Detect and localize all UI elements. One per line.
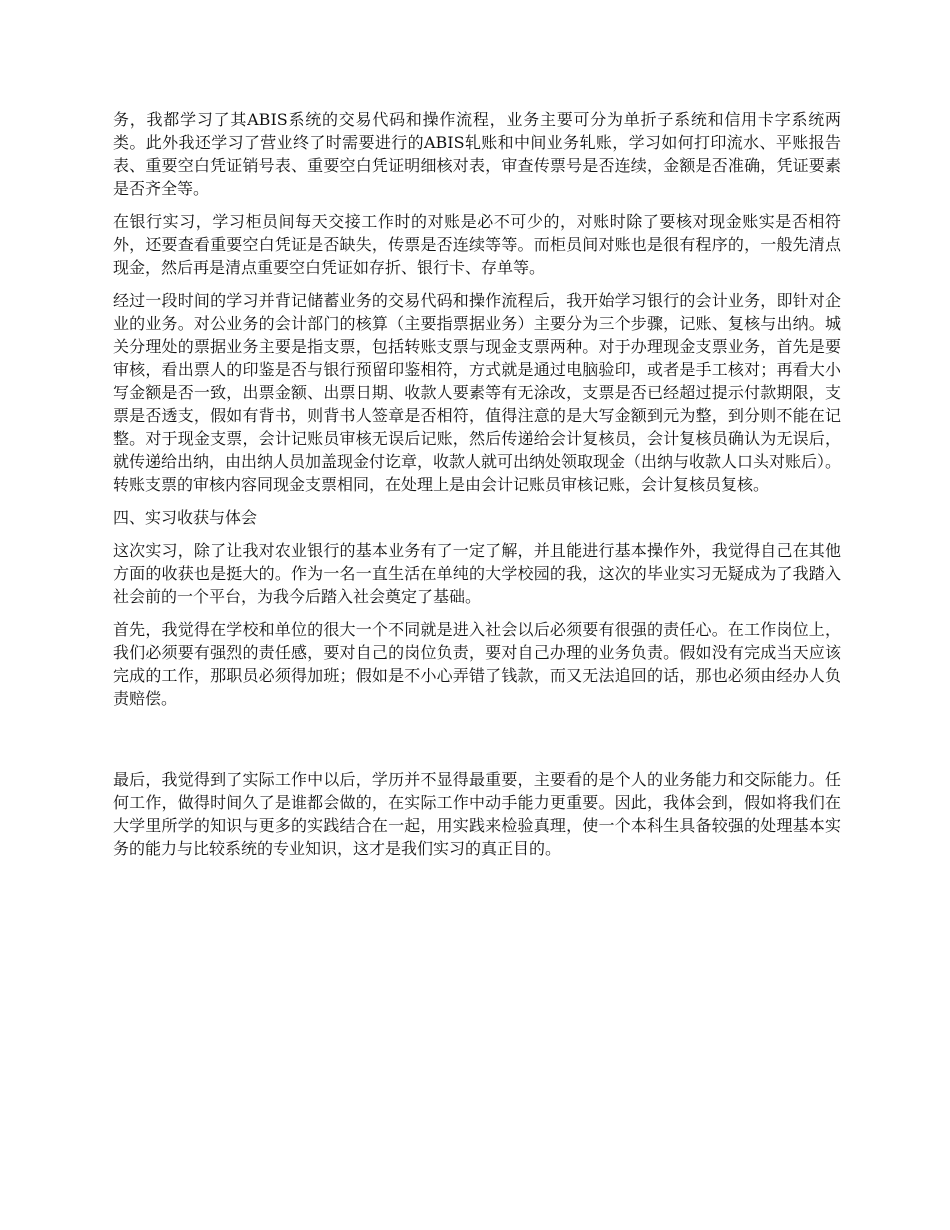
section-heading: 四、实习收获与体会: [113, 508, 258, 527]
paragraph-teller-reconciliation: 在银行实习，学习柜员间每天交接工作时的对账是必不可少的，对账时除了要核对现金账实是否相符外，还要查看重要空白凭证是否缺失，传票是否连续等等。而柜员间对账也是很有程序的，一般先清点现金，然后再是清点重要空白凭证如存折、银行卡、存单等。: [113, 212, 841, 277]
paragraph-conclusion: 最后，我觉得到了实际工作中以后，学历并不显得最重要，主要看的是个人的业务能力和交际能力。任何工作，做得时间久了是谁都会做的，在实际工作中动手能力更重要。因此，我体会到，假如将我们在大学里所学的知识与更多的实践结合在一起，用实践来检验真理，使一个本科生具备较强的处理基本实务的能力与比较系统的专业知识，这才是我们实习的真正目的。: [113, 770, 841, 858]
paragraph-internship-gains: 这次实习，除了让我对农业银行的基本业务有了一定了解，并且能进行基本操作外，我觉得自己在其他方面的收获也是挺大的。作为一名一直生活在单纯的大学校园的我，这次的毕业实习无疑成为了我踏入社会前的一个平台，为我今后踏入社会奠定了基础。: [113, 541, 841, 606]
paragraph-abis-learning: 务，我都学习了其ABIS系统的交易代码和操作流程，业务主要可分为单折子系统和信用卡字系统两类。此外我还学习了营业终了时需要进行的ABIS轧账和中间业务轧账，学习如何打印流水、平账报告表、重要空白凭证销号表、重要空白凭证明细核对表，审查传票号是否连续，金额是否准确，凭证要素是否齐全等。: [113, 110, 841, 198]
paragraph-responsibility: 首先，我觉得在学校和单位的很大一个不同就是进入社会以后必须要有很强的责任心。在工作岗位上，我们必须要有强烈的责任感，要对自己的岗位负责，要对自己办理的业务负责。假如没有完成当天应该完成的工作，那职员必须得加班；假如是不小心弄错了钱款，而又无法追回的话，那也必须由经办人负责赔偿。: [113, 620, 841, 708]
paragraph-accounting-business: 经过一段时间的学习并背记储蓄业务的交易代码和操作流程后，我开始学习银行的会计业务，即针对企业的业务。对公业务的会计部门的核算（主要指票据业务）主要分为三个步骤，记账、复核与出纳。城关分理处的票据业务主要是指支票，包括转账支票与现金支票两种。对于办理现金支票业务，首先是要审核，看出票人的印鉴是否与银行预留印鉴相符，方式就是通过电脑验印，或者是手工核对；再看大小写金额是否一致，出票金额、出票日期、收款人要素等有无涂改，支票是否已经超过提示付款期限，支票是否透支，假如有背书，则背书人签章是否相符，值得注意的是大写金额到元为整，到分则不能在记整。对于现金支票，会计记账员审核无误后记账，然后传递给会计复核员，会计复核员确认为无误后，就传递给出纳，由出纳人员加盖现金付讫章，收款人就可出纳处领取现金（出纳与收款人口头对账后）。转账支票的审核内容同现金支票相同，在处理上是由会计记账员审核记账，会计复核员复核。: [113, 291, 842, 494]
blank-gap: [113, 720, 841, 768]
document-body: [113, 108, 841, 870]
